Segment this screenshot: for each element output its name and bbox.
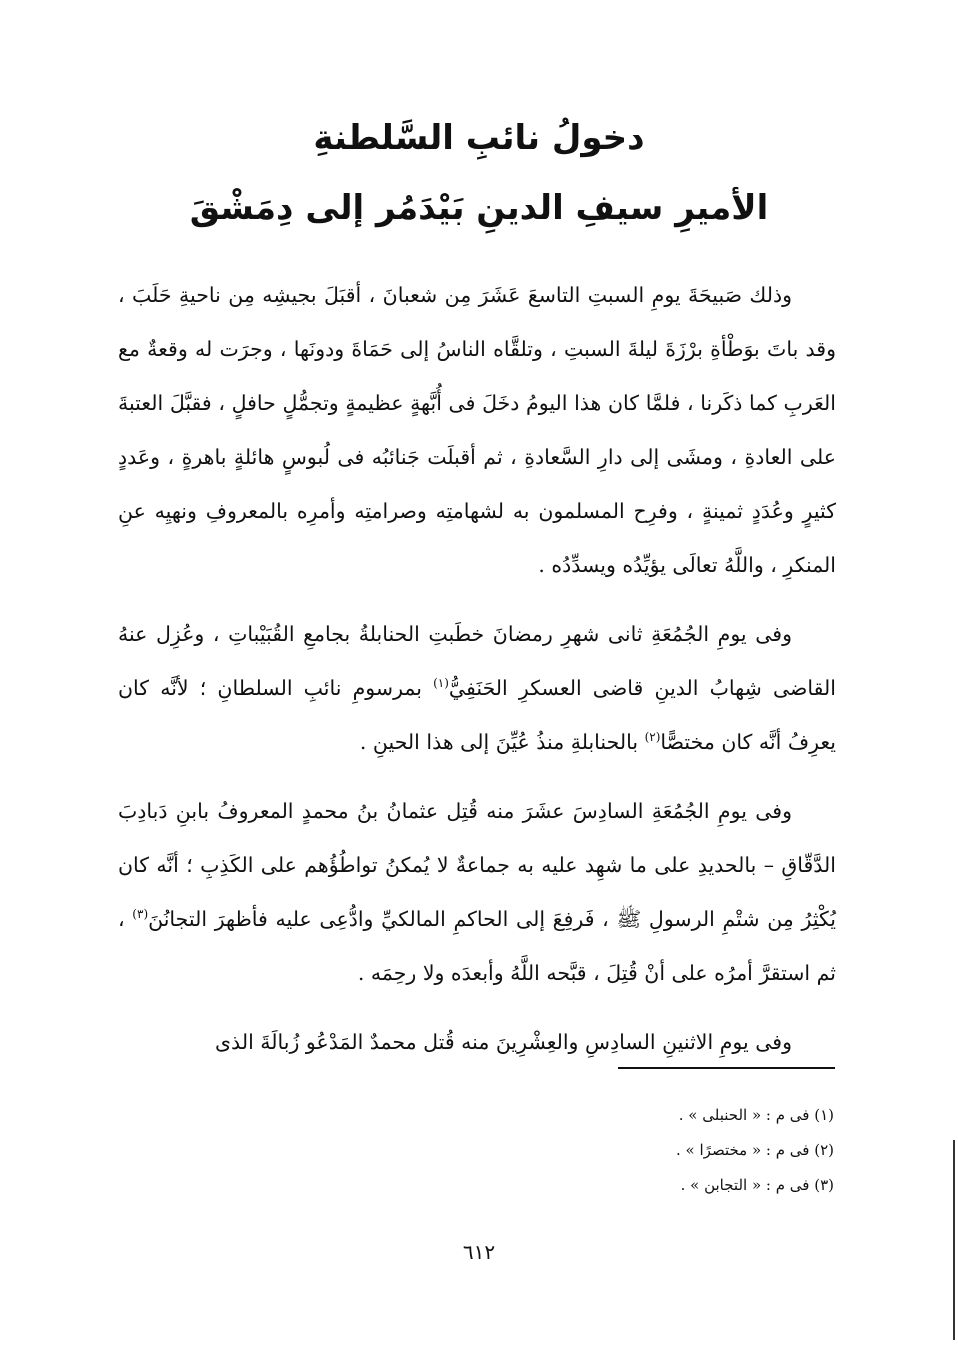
body-text [118, 268, 836, 1069]
footnotes [334, 1098, 834, 1203]
page-number: ٦١٢ [462, 1240, 496, 1264]
chapter-title: دخولُ نائبِ السَّلطنةِ [313, 118, 645, 158]
paragraph-3-text-a: وفى يومِ الجُمُعَةِ السادِسَ عشَرَ منه قُتِل عثمانُ بنُ محمدٍ المعروفُ بابنِ دَبادِبَ الدَّقّاقِ – بالحديدِ على ما شهِد عليه به جماعةٌ لا يُمكنُ تواطُؤُهم على الكَذِبِ ؛ أنَّه كان يُكْثِرُ مِن شتْمِ الرسولِ ﷺ ، فَرفِعَ إلى الحاكمِ المالكيِّ وادُّعِى عليه فأظهرَ التجانُنَ [118, 799, 836, 931]
paragraph-4-text: وفى يومِ الاثنينِ السادِسِ والعِشْرِينَ منه قُتل محمدٌ المَدْعُو زُبالَةَ الذى [215, 1030, 792, 1054]
chapter-subtitle: الأميرِ سيفِ الدينِ بَيْدَمُر إلى دِمَشْقَ [189, 188, 769, 228]
paragraph-2-text-a: وفى يومِ الجُمُعَةِ ثانى شهرِ رمضانَ خطَبتِ الحنابلةُ بجامعِ القُبَيْباتِ ، وعُزِل عنهُ القاضى شِهابُ الدينِ قاضى العسكرِ الحَنَفِيُّ [118, 622, 836, 700]
paragraph-4 [118, 1015, 836, 1069]
footnote-ref-2: (٢) [644, 730, 661, 745]
paragraph-2 [118, 607, 836, 769]
paragraph-1 [118, 268, 836, 592]
paragraph-1-text: وذلك صَبيحَةَ يومِ السبتِ التاسعَ عَشَرَ مِن شعبانَ ، أقبَلَ بجيشِه مِن ناحيةِ حَلَبَ ، وقد باتَ بوَطْأةِ برْزَةَ ليلةَ السبتِ ، وتلقَّاه الناسُ إلى حَمَاةَ ودونَها ، وجرَت له وقعةٌ مع العَربِ كما ذكَرنا ، فلمَّا كان هذا اليومُ دخَلَ فى أُبَّهةٍ عظيمةٍ وتجمُّلٍ حافلٍ ، فقبَّلَ العتبةَ على العادةِ ، ومشَى إلى دارِ السَّعادةِ ، ثم أقبلَت جَنائبُه فى لُبوسٍ هائلةٍ باهرةٍ ، وعَددٍ كثيرٍ وعُدَدٍ ثمينةٍ ، وفرِح المسلمون به لشهامتِه وصرامتِه وأمرِه بالمعروفِ ونهيِه عنِ المنكرِ ، واللَّهُ تعالَى يؤيِّدُه ويسدِّدُه . [118, 283, 836, 577]
footnote-ref-1: (١) [433, 676, 449, 691]
paragraph-3-text-b: ، ثم استقرَّ أمرُه على أنْ قُتِلَ ، قبَّحه اللَّهُ وأبعدَه ولا رحِمَه . [118, 907, 836, 985]
footnote-2: (٢) فى م : « مختصرًا » . [676, 1141, 834, 1159]
paragraph-2-text-b: بمرسومِ نائبِ السلطانِ ؛ لأنَّه كان يعرِفُ أنَّه كان مختصًّا [118, 676, 836, 754]
footnote-1: (١) فى م : « الحنبلى » . [678, 1106, 834, 1124]
footnote-3: (٣) فى م : « التجابن » . [680, 1176, 834, 1194]
footnote-ref-3: (٣) [132, 907, 149, 922]
footnote-separator [618, 1067, 835, 1069]
scan-edge-line [953, 1140, 955, 1340]
paragraph-2-text-c: بالحنابلةِ منذُ عُيِّنَ إلى هذا الحينِ . [359, 730, 645, 754]
paragraph-3 [118, 784, 836, 1000]
